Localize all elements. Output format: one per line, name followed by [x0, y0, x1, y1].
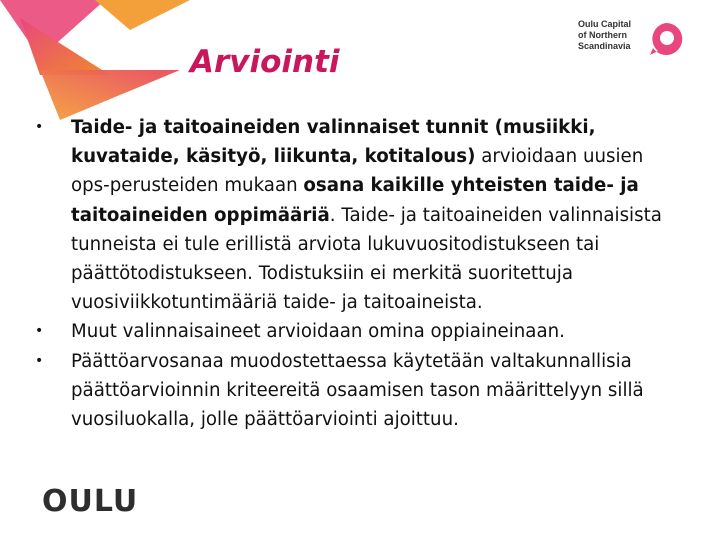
orange-triangle — [95, 0, 190, 30]
brand-line-2: of Northern — [578, 30, 627, 40]
bullet-dot-icon: • — [35, 352, 44, 369]
slide-content — [35, 113, 685, 434]
bullet-1-text-2: . Taide- ja taitoaineiden valinnaisista tunneista ei tule erillistä arviota lukuvuositodistukseen tai päättötodistukseen. Todistuksiin ei merkitä suoritettuja vuosiviikkotuntimääriä taide- ja taitoaineista. — [71, 204, 662, 314]
bullet-1-bold-1: Taide- ja taitoaineiden valinnaiset tunnit (musiikki, kuvataide, käsityö, liikunta, kotitalous) — [71, 117, 596, 168]
oulu-capital-brand — [578, 19, 688, 61]
bullet-item-1 — [35, 113, 685, 317]
bullet-1-bold-2: osana kaikille yhteisten taide- ja taitoaineiden oppimääriä — [71, 175, 639, 226]
bullet-item-3 — [35, 347, 685, 435]
slide-title: Arviointi — [190, 44, 340, 80]
bullet-3-text: Päättöarvosanaa muodostettaessa käytetään valtakunnallisia päättöarvioinnin kriteereitä osaamisen tason määrittelyyn sillä vuosiluokalla, jolle päättöarviointi ajoittuu. — [71, 350, 644, 431]
bullet-dot-icon: • — [35, 119, 44, 135]
speech-bubble-icon — [648, 21, 684, 57]
brand-line-3: Scandinavia — [578, 41, 631, 51]
bullet-2-text: Muut valinnaisaineet arvioidaan omina oppiaineinaan. — [71, 321, 565, 343]
bullet-1-text-1: arvioidaan uusien ops-perusteiden mukaan — [71, 146, 644, 197]
oulu-logo: OULU — [42, 484, 139, 519]
bullet-dot-icon: • — [35, 323, 44, 340]
brand-text — [578, 19, 631, 52]
brand-line-1: Oulu Capital — [578, 19, 632, 29]
bullet-item-2 — [35, 317, 685, 346]
